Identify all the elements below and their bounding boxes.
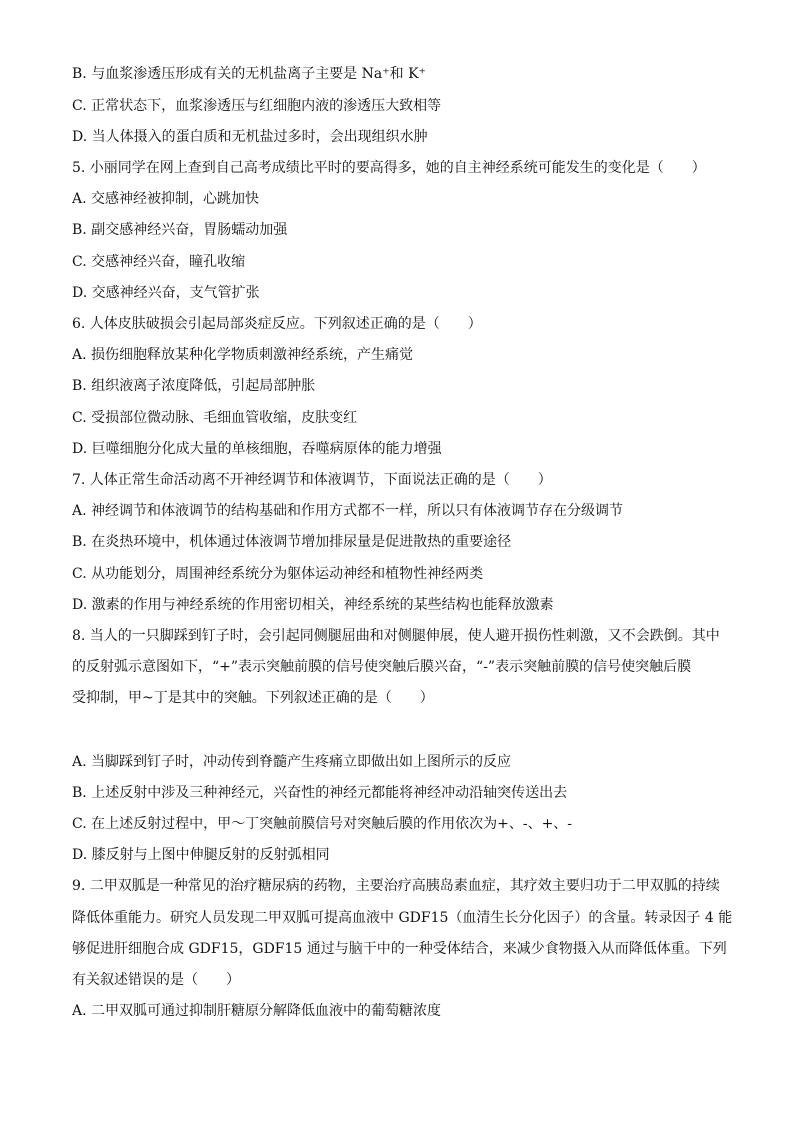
question-line: 7. 人体正常生命活动离不开神经调节和体液调节，下面说法正确的是（ ） — [72, 472, 552, 488]
question-line: 降低体重能力。研究人员发现二甲双胍可提高血液中 GDF15（血清生长分化因子）的含量。转录因子 4 能 — [72, 910, 732, 926]
question-line: 受抑制，甲~丁是其中的突触。下列叙述正确的是（ ） — [72, 690, 434, 706]
option-line: A. 二甲双胍可通过抑制肝糖原分解降低血液中的葡萄糖浓度 — [72, 1003, 442, 1019]
option-line: C. 受损部位微动脉、毛细血管收缩，皮肤变红 — [72, 410, 358, 426]
option-line: C. 在上述反射过程中，甲～丁突触前膜信号对突触后膜的作用依次为+、-、+、- — [72, 816, 573, 832]
option-line: A. 损伤细胞释放某种化学物质刺激神经系统，产生痛觉 — [72, 347, 414, 363]
question-line: 有关叙述错误的是（ ） — [72, 972, 240, 988]
option-line: A. 当脚踩到钉子时，冲动传到脊髓产生疼痛立即做出如上图所示的反应 — [72, 754, 512, 770]
question-line: 9. 二甲双胍是一种常见的治疗糖尿病的药物，主要治疗高胰岛素血症，其疗效主要归功于二甲双胍的持续 — [72, 878, 720, 894]
question-line: 的反射弧示意图如下，“+”表示突触前膜的信号使突触后膜兴奋，“-”表示突触前膜的信号使突触后膜 — [72, 659, 692, 675]
option-line: C. 正常状态下，血浆渗透压与红细胞内液的渗透压大致相等 — [72, 98, 442, 114]
option-line: D. 当人体摄入的蛋白质和无机盐过多时，会出现组织水肿 — [72, 129, 428, 145]
option-line: A. 神经调节和体液调节的结构基础和作用方式都不一样，所以只有体液调节存在分级调节 — [72, 503, 624, 519]
option-line: B. 组织液离子浓度降低，引起局部肿胀 — [72, 378, 316, 394]
option-line: A. 交感神经被抑制，心跳加快 — [72, 191, 260, 207]
question-line: 够促进肝细胞合成 GDF15，GDF15 通过与脑干中的一种受体结合，来减少食物摄入从而降低体重。下列 — [72, 941, 727, 957]
question-line: 8. 当人的一只脚踩到钉子时，会引起同侧腿屈曲和对侧腿伸展，使人避开损伤性刺激，又不会跌倒。其中 — [72, 628, 720, 644]
option-line: B. 上述反射中涉及三种神经元，兴奋性的神经元都能将神经冲动沿轴突传送出去 — [72, 785, 568, 801]
option-line: B. 在炎热环境中，机体通过体液调节增加排尿量是促进散热的重要途径 — [72, 534, 512, 550]
option-line: D. 巨噬细胞分化成大量的单核细胞，吞噬病原体的能力增强 — [72, 441, 442, 457]
option-line: C. 交感神经兴奋，瞳孔收缩 — [72, 254, 246, 270]
option-line: B. 副交感神经兴奋，胃肠蠕动加强 — [72, 222, 288, 238]
option-line: D. 膝反射与上图中伸腿反射的反射弧相同 — [72, 847, 330, 863]
question-line: 5. 小丽同学在网上查到自己高考成绩比平时的要高得多，她的自主神经系统可能发生的变化是（ ） — [72, 160, 706, 176]
option-line: D. 激素的作用与神经系统的作用密切相关，神经系统的某些结构也能释放激素 — [72, 597, 554, 613]
question-line: 6. 人体皮肤破损会引起局部炎症反应。下列叙述正确的是（ ） — [72, 316, 482, 332]
option-line: D. 交感神经兴奋，支气管扩张 — [72, 285, 260, 301]
option-line: C. 从功能划分，周围神经系统分为躯体运动神经和植物性神经两类 — [72, 566, 484, 582]
option-line: B. 与血浆渗透压形成有关的无机盐离子主要是 Na⁺和 K⁺ — [72, 66, 426, 82]
